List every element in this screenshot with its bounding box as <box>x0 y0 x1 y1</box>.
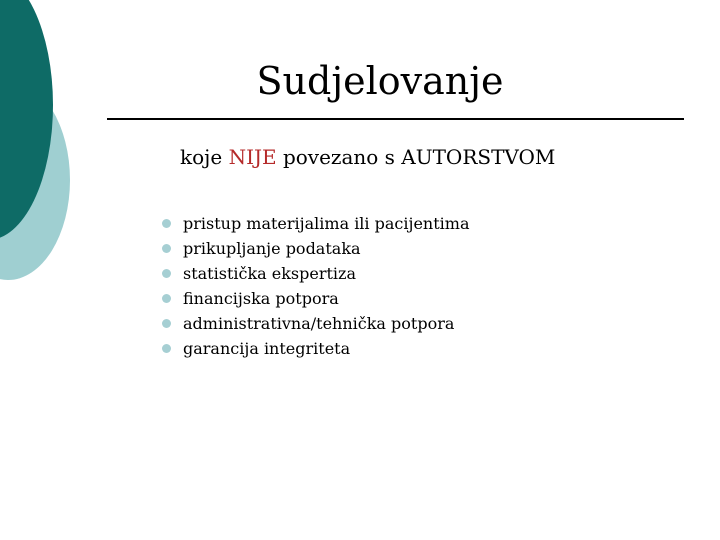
bullet-dot-icon <box>162 219 171 228</box>
bullet-text: financijska potpora <box>183 289 339 308</box>
bullet-dot-icon <box>162 319 171 328</box>
bullet-dot-icon <box>162 344 171 353</box>
bullet-item <box>162 211 469 236</box>
bullet-dot-icon <box>162 269 171 278</box>
subtitle-before: koje <box>180 145 229 169</box>
bullet-text: prikupljanje podataka <box>183 239 361 258</box>
bullet-text: statistička ekspertiza <box>183 264 357 283</box>
bullet-item <box>162 261 469 286</box>
bullet-item <box>162 286 469 311</box>
bullet-dot-icon <box>162 294 171 303</box>
bullet-item <box>162 336 469 361</box>
bullet-text: garancija integriteta <box>183 339 351 358</box>
title-divider <box>107 118 684 120</box>
slide-title: Sudjelovanje <box>256 59 504 103</box>
slide-subtitle <box>180 143 555 171</box>
bullet-list <box>162 211 469 361</box>
bullet-text: administrativna/tehnička potpora <box>183 314 455 333</box>
bullet-item <box>162 236 469 261</box>
bullet-dot-icon <box>162 244 171 253</box>
bullet-text: pristup materijalima ili pacijentima <box>183 214 470 233</box>
subtitle-after: povezano s AUTORSTVOM <box>276 145 556 169</box>
decorative-circles <box>0 0 120 300</box>
bullet-item <box>162 311 469 336</box>
subtitle-highlight: NIJE <box>228 145 277 169</box>
